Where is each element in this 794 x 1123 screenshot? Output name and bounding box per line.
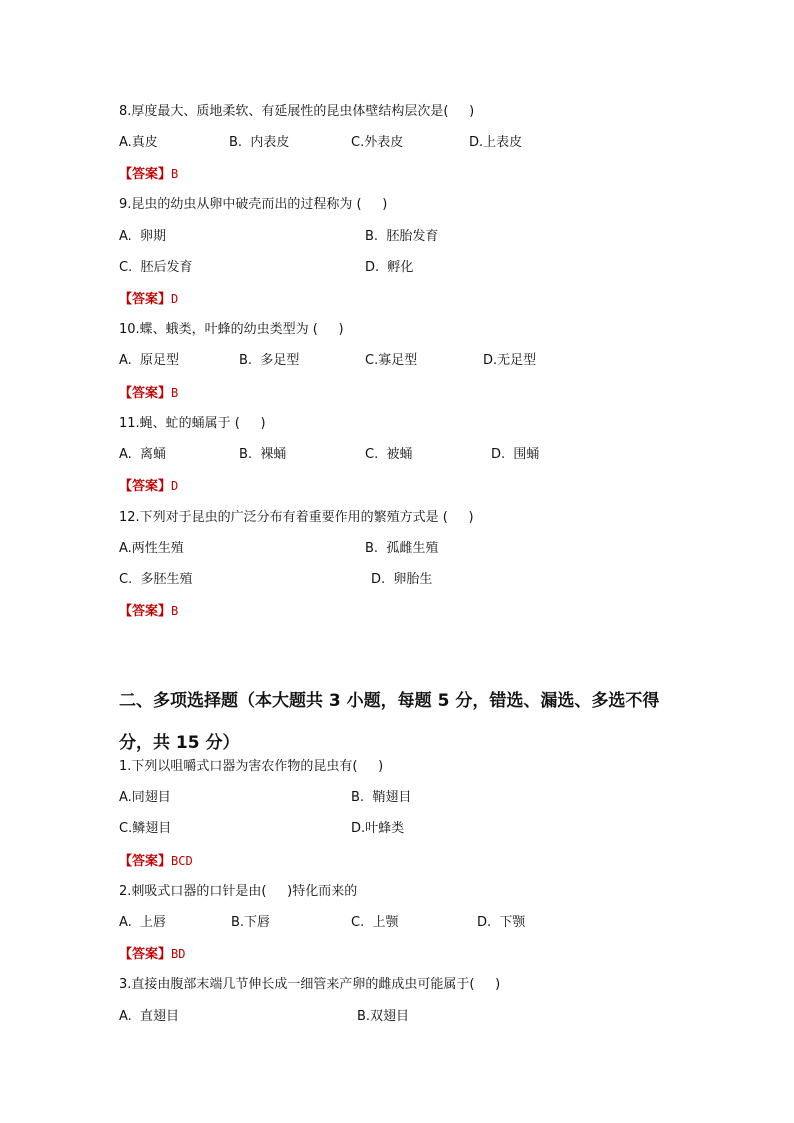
question-stem: 1.下列以咀嚼式口器为害农作物的昆虫有( ) <box>119 759 384 774</box>
option-d: D. 围蛹 <box>491 447 540 462</box>
option-d: D. 卵胎生 <box>371 572 433 587</box>
answer-tag: 【答案】 <box>119 167 172 182</box>
option-c: C. 胚后发育 <box>119 260 193 275</box>
option-b: B. 多足型 <box>239 353 300 368</box>
answer-value: B <box>171 386 179 400</box>
answer-line <box>119 478 178 495</box>
option-d: D.无足型 <box>483 353 537 368</box>
answer-tag: 【答案】 <box>119 479 172 494</box>
option-c: C.鳞翅目 <box>119 821 172 836</box>
answer-tag: 【答案】 <box>119 386 172 401</box>
section-heading: 二、多项选择题（本大题共 3 小题，每题 5 分，错选、漏选、多选不得分，共 15 分） <box>119 691 660 753</box>
option-a: A. 离蛹 <box>119 447 167 462</box>
option-d: D.上表皮 <box>469 135 523 150</box>
question-stem: 8.厚度最大、质地柔软、有延展性的昆虫体壁结构层次是( ) <box>119 104 475 119</box>
option-c: C. 上颚 <box>351 915 399 930</box>
answer-line <box>119 166 178 183</box>
question-stem: 3.直接由腹部末端几节伸长成一细管来产卵的雌成虫可能属于( ) <box>119 977 501 992</box>
answer-value: D <box>171 479 179 493</box>
option-d: D. 下颚 <box>477 915 526 930</box>
option-b: B. 孤雌生殖 <box>365 541 439 556</box>
question-stem: 11.蝇、虻的蛹属于 ( ) <box>119 416 266 431</box>
option-c: C. 多胚生殖 <box>119 572 193 587</box>
answer-line <box>119 291 178 308</box>
option-a: A. 原足型 <box>119 353 180 368</box>
question-stem: 12.下列对于昆虫的广泛分布有着重要作用的繁殖方式是 ( ) <box>119 510 474 525</box>
option-a: A. 上唇 <box>119 915 167 930</box>
option-b: B.下唇 <box>231 915 271 930</box>
option-b: B. 裸蛹 <box>239 447 287 462</box>
option-d: D.叶蜂类 <box>351 821 405 836</box>
option-c: C.外表皮 <box>351 135 404 150</box>
question-stem: 10.蝶、蛾类，叶蜂的幼虫类型为 ( ) <box>119 322 344 337</box>
option-a: A. 直翅目 <box>119 1009 180 1024</box>
question-stem: 9.昆虫的幼虫从卵中破壳而出的过程称为 ( ) <box>119 197 388 212</box>
answer-value: BD <box>171 947 186 961</box>
option-c: C. 被蛹 <box>365 447 413 462</box>
answer-tag: 【答案】 <box>119 292 172 307</box>
option-c: C.寡足型 <box>365 353 418 368</box>
option-a: A.真皮 <box>119 135 158 150</box>
answer-value: B <box>171 604 179 618</box>
option-a: A.两性生殖 <box>119 541 184 556</box>
answer-value: B <box>171 167 179 181</box>
answer-tag: 【答案】 <box>119 604 172 619</box>
question-stem: 2.刺吸式口器的口针是由( )特化而来的 <box>119 884 358 899</box>
answer-line <box>119 853 193 870</box>
option-b: B. 胚胎发育 <box>365 229 439 244</box>
option-a: A. 卵期 <box>119 229 167 244</box>
answer-line <box>119 603 178 620</box>
answer-tag: 【答案】 <box>119 947 172 962</box>
answer-tag: 【答案】 <box>119 854 172 869</box>
option-b: B. 鞘翅目 <box>351 790 412 805</box>
option-a: A.同翅目 <box>119 790 171 805</box>
answer-line <box>119 946 185 963</box>
option-b: B.双翅目 <box>357 1009 410 1024</box>
option-b: B. 内表皮 <box>229 135 290 150</box>
answer-value: BCD <box>171 854 193 868</box>
answer-line <box>119 385 178 402</box>
option-d: D. 孵化 <box>365 260 414 275</box>
answer-value: D <box>171 292 179 306</box>
